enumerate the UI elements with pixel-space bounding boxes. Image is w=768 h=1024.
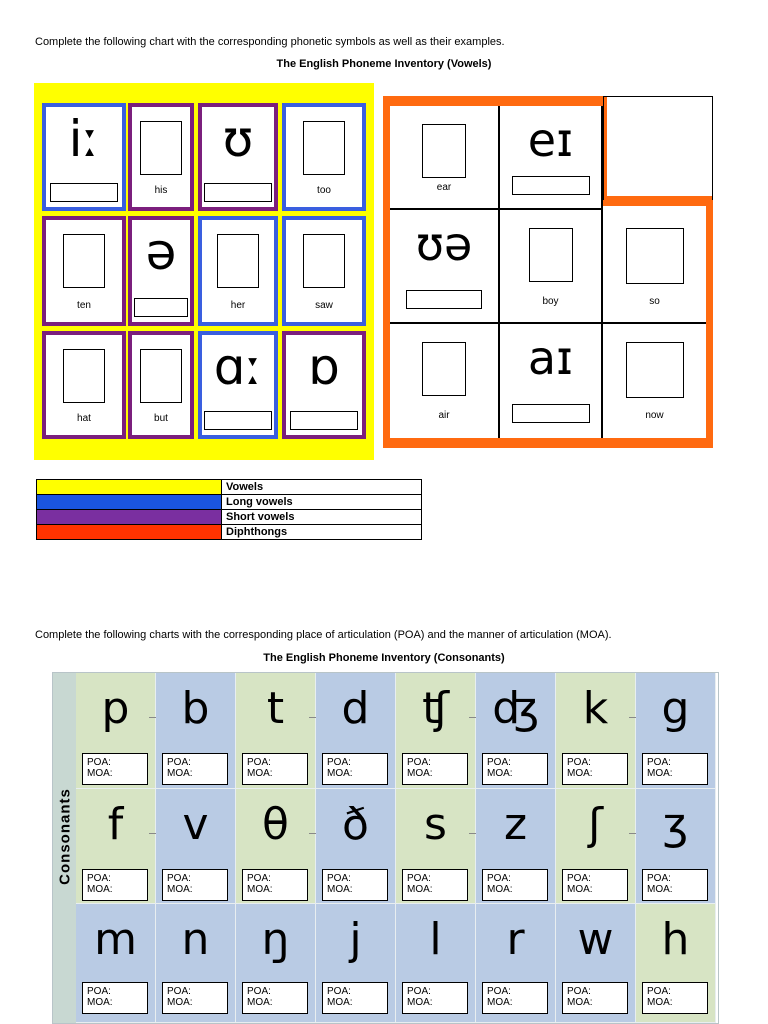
legend-row xyxy=(37,510,422,525)
example-answer-field[interactable] xyxy=(512,176,590,195)
legend-label: Long vowels xyxy=(222,495,422,510)
moa-label: MOA: xyxy=(407,997,433,1008)
consonant-symbol: p xyxy=(101,683,130,734)
consonant-cell xyxy=(636,904,716,1023)
consonant-symbol: ʤ xyxy=(492,683,539,734)
example-answer-field[interactable] xyxy=(406,290,482,309)
consonant-symbol: ʒ xyxy=(662,799,689,850)
moa-label: MOA: xyxy=(327,997,353,1008)
poa-moa-field[interactable] xyxy=(82,982,148,1014)
moa-label: MOA: xyxy=(167,997,193,1008)
poa-label: POA: xyxy=(247,873,271,884)
consonant-symbol: d xyxy=(341,683,370,734)
legend-label: Vowels xyxy=(222,480,422,495)
consonant-cell xyxy=(556,904,636,1023)
poa-label: POA: xyxy=(247,986,271,997)
poa-label: POA: xyxy=(327,757,351,768)
example-word: her xyxy=(230,300,246,311)
poa-label: POA: xyxy=(407,986,431,997)
vowel-cell xyxy=(198,216,278,326)
moa-label: MOA: xyxy=(407,768,433,779)
legend-swatch xyxy=(37,510,222,525)
moa-label: MOA: xyxy=(567,884,593,895)
vowels-instruction: Complete the following chart with the corresponding phonetic symbols as well as their examples. xyxy=(35,36,505,48)
consonant-symbol: j xyxy=(349,914,362,965)
diphthong-frame-border xyxy=(383,438,713,448)
phonetic-symbol: iː xyxy=(68,110,100,168)
diphthong-cell xyxy=(500,324,603,438)
example-word: his xyxy=(154,185,168,196)
consonant-cell xyxy=(636,789,716,904)
poa-label: POA: xyxy=(487,757,511,768)
poa-moa-field[interactable] xyxy=(322,869,388,901)
consonant-cell xyxy=(236,904,316,1023)
symbol-answer-box[interactable] xyxy=(217,234,259,288)
monophthong-chart xyxy=(34,83,374,460)
symbol-answer-box[interactable] xyxy=(63,349,105,403)
phonetic-symbol: ə xyxy=(145,223,177,281)
consonant-symbol: m xyxy=(94,914,137,965)
diphthong-cell xyxy=(500,106,603,210)
poa-label: POA: xyxy=(487,986,511,997)
symbol-answer-box[interactable] xyxy=(303,234,345,288)
diphthong-frame-border xyxy=(706,196,713,448)
moa-label: MOA: xyxy=(87,884,113,895)
poa-label: POA: xyxy=(487,873,511,884)
example-answer-field[interactable] xyxy=(134,298,188,317)
consonant-symbol: l xyxy=(429,914,442,965)
consonant-symbol: s xyxy=(424,799,447,850)
phonetic-symbol: eɪ xyxy=(527,113,574,167)
symbol-answer-box[interactable] xyxy=(140,121,182,175)
consonant-cell xyxy=(156,904,236,1023)
example-word: ear xyxy=(436,182,452,193)
symbol-answer-box[interactable] xyxy=(626,228,684,284)
consonant-cell xyxy=(396,789,476,904)
moa-label: MOA: xyxy=(487,997,513,1008)
poa-moa-field[interactable] xyxy=(562,982,628,1014)
consonant-cell xyxy=(396,673,476,789)
poa-label: POA: xyxy=(247,757,271,768)
consonant-cell xyxy=(556,673,636,789)
consonant-cell xyxy=(156,789,236,904)
vowels-title: The English Phoneme Inventory (Vowels) xyxy=(276,58,492,70)
poa-moa-field[interactable] xyxy=(562,869,628,901)
poa-label: POA: xyxy=(167,986,191,997)
legend-row xyxy=(37,480,422,495)
moa-label: MOA: xyxy=(487,884,513,895)
legend-swatch xyxy=(37,495,222,510)
poa-label: POA: xyxy=(567,986,591,997)
poa-label: POA: xyxy=(87,986,111,997)
phonetic-symbol: ʊə xyxy=(415,217,473,271)
phonetic-symbol: ʊ xyxy=(222,110,254,168)
moa-label: MOA: xyxy=(487,768,513,779)
consonant-cell xyxy=(316,904,396,1023)
poa-label: POA: xyxy=(87,757,111,768)
poa-moa-field[interactable] xyxy=(242,869,308,901)
consonant-cell xyxy=(236,789,316,904)
poa-label: POA: xyxy=(167,873,191,884)
consonant-symbol: v xyxy=(182,799,209,850)
poa-moa-field[interactable] xyxy=(322,753,388,785)
poa-moa-field[interactable] xyxy=(162,753,228,785)
poa-moa-field[interactable] xyxy=(562,753,628,785)
poa-label: POA: xyxy=(407,757,431,768)
example-word: ten xyxy=(77,300,91,311)
poa-label: POA: xyxy=(167,757,191,768)
consonant-cell xyxy=(476,673,556,789)
poa-moa-field[interactable] xyxy=(642,869,708,901)
consonant-symbol: w xyxy=(577,914,614,965)
poa-label: POA: xyxy=(647,873,671,884)
example-answer-field[interactable] xyxy=(290,411,358,430)
example-word: too xyxy=(317,185,331,196)
example-answer-field[interactable] xyxy=(512,404,590,423)
symbol-answer-box[interactable] xyxy=(529,228,573,282)
example-word: so xyxy=(649,296,660,307)
consonant-cell xyxy=(76,904,156,1023)
vowel-cell xyxy=(128,331,194,439)
poa-moa-field[interactable] xyxy=(642,982,708,1014)
moa-label: MOA: xyxy=(567,997,593,1008)
moa-label: MOA: xyxy=(87,997,113,1008)
legend-row xyxy=(37,495,422,510)
diphthong-cell xyxy=(390,210,500,324)
example-word: but xyxy=(154,413,168,424)
poa-moa-field[interactable] xyxy=(402,982,468,1014)
consonant-cell xyxy=(76,673,156,789)
diphthong-cell xyxy=(390,324,500,438)
consonants-title: The English Phoneme Inventory (Consonants) xyxy=(263,652,505,664)
example-word: boy xyxy=(542,296,559,307)
legend-label: Diphthongs xyxy=(222,525,422,540)
poa-moa-field[interactable] xyxy=(402,753,468,785)
consonant-cell xyxy=(556,789,636,904)
legend-swatch xyxy=(37,480,222,495)
consonant-symbol: b xyxy=(181,683,210,734)
moa-label: MOA: xyxy=(87,768,113,779)
diphthong-chart xyxy=(383,96,713,448)
empty-cell xyxy=(603,96,713,200)
poa-moa-field[interactable] xyxy=(162,982,228,1014)
example-answer-field[interactable] xyxy=(204,411,272,430)
moa-label: MOA: xyxy=(167,768,193,779)
poa-moa-field[interactable] xyxy=(82,753,148,785)
consonant-symbol: h xyxy=(661,914,690,965)
consonant-symbol: z xyxy=(503,799,528,850)
moa-label: MOA: xyxy=(327,884,353,895)
poa-label: POA: xyxy=(407,873,431,884)
consonants-instruction: Complete the following charts with the corresponding place of articulation (POA) and the manner of articulation (MOA). xyxy=(35,629,612,641)
vowel-cell xyxy=(198,331,278,439)
consonants-side-label xyxy=(53,673,76,1023)
symbol-answer-box[interactable] xyxy=(626,342,684,398)
symbol-answer-box[interactable] xyxy=(303,121,345,175)
poa-label: POA: xyxy=(647,986,671,997)
poa-moa-field[interactable] xyxy=(242,982,308,1014)
vowel-cell xyxy=(282,216,366,326)
moa-label: MOA: xyxy=(407,884,433,895)
legend-row xyxy=(37,525,422,540)
vowel-cell xyxy=(282,331,366,439)
poa-moa-field[interactable] xyxy=(482,982,548,1014)
consonant-symbol: n xyxy=(181,914,210,965)
moa-label: MOA: xyxy=(247,884,273,895)
poa-moa-field[interactable] xyxy=(482,869,548,901)
poa-moa-field[interactable] xyxy=(402,869,468,901)
poa-moa-field[interactable] xyxy=(242,753,308,785)
consonant-symbol: k xyxy=(582,683,609,734)
example-answer-field[interactable] xyxy=(204,183,272,202)
consonant-cell xyxy=(636,673,716,789)
consonant-chart xyxy=(52,672,719,1024)
moa-label: MOA: xyxy=(647,768,673,779)
consonant-symbol: θ xyxy=(262,799,289,850)
color-legend xyxy=(36,479,422,540)
consonant-cell xyxy=(476,789,556,904)
poa-moa-field[interactable] xyxy=(162,869,228,901)
moa-label: MOA: xyxy=(647,884,673,895)
poa-label: POA: xyxy=(647,757,671,768)
symbol-answer-box[interactable] xyxy=(422,342,466,396)
consonant-symbol: g xyxy=(661,683,690,734)
poa-label: POA: xyxy=(327,986,351,997)
consonant-symbol: t xyxy=(266,683,285,734)
moa-label: MOA: xyxy=(327,768,353,779)
poa-moa-field[interactable] xyxy=(82,869,148,901)
consonant-symbol: ŋ xyxy=(261,914,290,965)
vowel-cell xyxy=(42,103,126,211)
poa-moa-field[interactable] xyxy=(482,753,548,785)
phonetic-symbol: aɪ xyxy=(527,331,574,385)
phonetic-symbol: ɑː xyxy=(213,338,263,396)
poa-label: POA: xyxy=(567,873,591,884)
diphthong-cell xyxy=(500,210,603,324)
legend-swatch xyxy=(37,525,222,540)
legend-label: Short vowels xyxy=(222,510,422,525)
vowel-cell xyxy=(128,103,194,211)
consonant-symbol: ʃ xyxy=(588,799,603,850)
consonant-symbol: f xyxy=(107,799,124,850)
poa-moa-field[interactable] xyxy=(642,753,708,785)
vowel-cell xyxy=(42,216,126,326)
diphthong-cell xyxy=(603,210,706,324)
poa-label: POA: xyxy=(327,873,351,884)
diphthong-cell xyxy=(390,106,500,210)
consonant-symbol: ʧ xyxy=(422,683,449,734)
consonant-cell xyxy=(476,904,556,1023)
example-answer-field[interactable] xyxy=(50,183,118,202)
consonant-cell xyxy=(316,789,396,904)
symbol-answer-box[interactable] xyxy=(140,349,182,403)
diphthong-frame-border xyxy=(383,96,603,106)
moa-label: MOA: xyxy=(247,997,273,1008)
poa-label: POA: xyxy=(87,873,111,884)
example-word: saw xyxy=(315,300,333,311)
vowel-cell xyxy=(42,331,126,439)
phonetic-symbol: ɒ xyxy=(308,338,340,396)
consonant-symbol: ð xyxy=(342,799,369,850)
vowel-cell xyxy=(128,216,194,326)
consonant-cell xyxy=(316,673,396,789)
moa-label: MOA: xyxy=(567,768,593,779)
consonant-cell xyxy=(156,673,236,789)
consonant-cell xyxy=(396,904,476,1023)
moa-label: MOA: xyxy=(167,884,193,895)
consonants-side-text: Consonants xyxy=(56,788,74,885)
moa-label: MOA: xyxy=(647,997,673,1008)
example-word: hat xyxy=(77,413,91,424)
example-word: now xyxy=(645,410,664,421)
consonant-symbol: r xyxy=(506,914,525,965)
diphthong-frame-border xyxy=(383,96,390,448)
vowel-cell xyxy=(282,103,366,211)
consonant-cell xyxy=(76,789,156,904)
consonant-cell xyxy=(236,673,316,789)
symbol-answer-box[interactable] xyxy=(422,124,466,178)
vowel-cell xyxy=(198,103,278,211)
diphthong-cell xyxy=(603,324,706,438)
poa-moa-field[interactable] xyxy=(322,982,388,1014)
poa-label: POA: xyxy=(567,757,591,768)
symbol-answer-box[interactable] xyxy=(63,234,105,288)
example-word: air xyxy=(438,410,450,421)
moa-label: MOA: xyxy=(247,768,273,779)
